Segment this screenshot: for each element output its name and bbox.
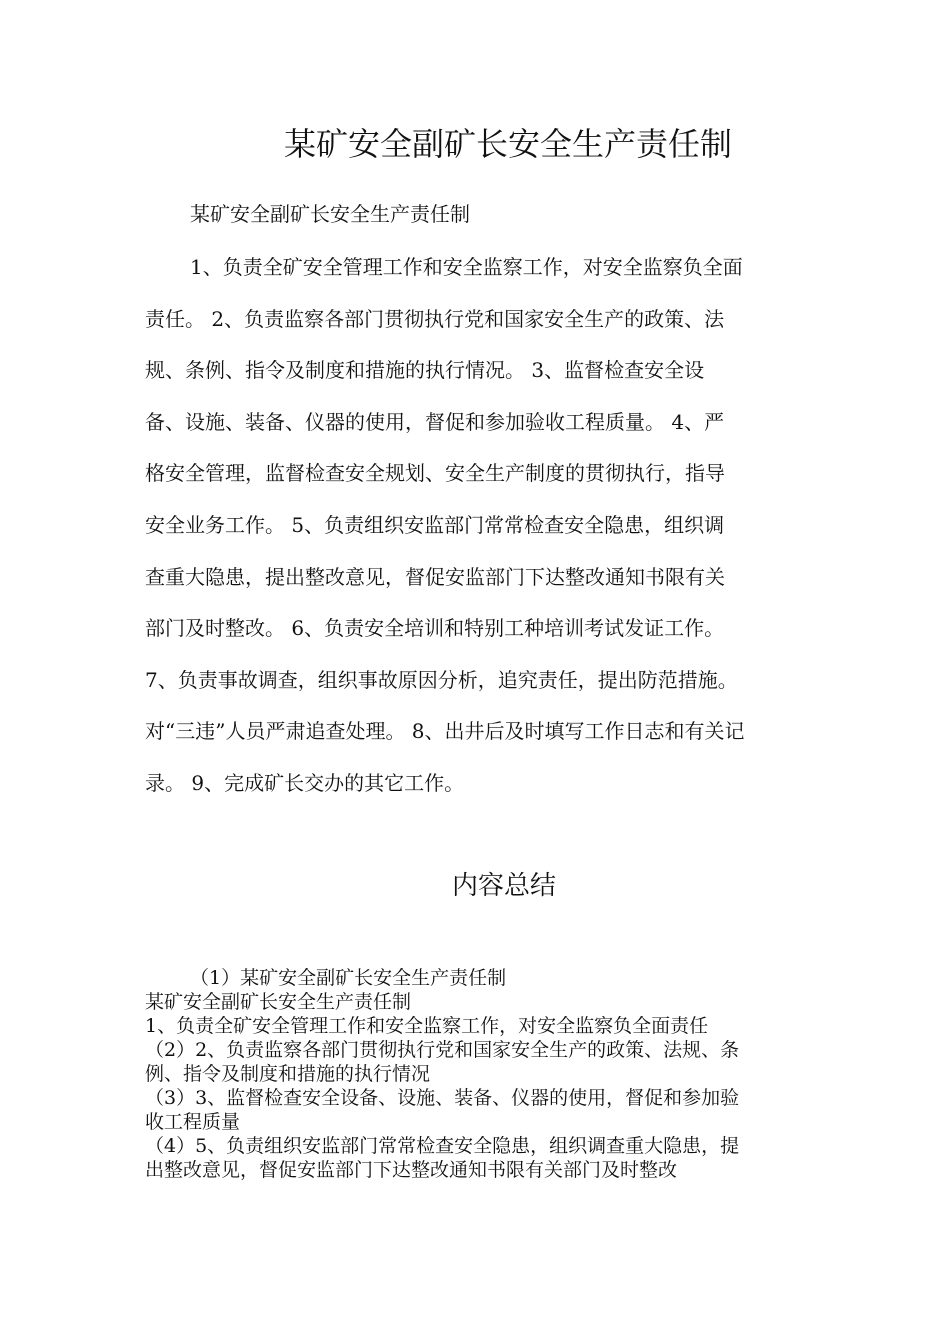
body-line: 规、条例、指令及制度和措施的执行情况。 3、监督检查安全设 <box>145 358 705 383</box>
summary-line: 收工程质量 <box>145 1111 241 1133</box>
body-line: 部门及时整改。 6、负责安全培训和特别工种培训考试发证工作。 <box>145 616 725 641</box>
summary-line: （3）3、监督检查安全设备、设施、装备、仪器的使用，督促和参加验 <box>145 1087 740 1109</box>
summary-line: 某矿安全副矿长安全生产责任制 <box>145 991 412 1013</box>
document-subtitle: 某矿安全副矿长安全生产责任制 <box>190 202 470 226</box>
summary-line: 例、指令及制度和措施的执行情况 <box>145 1063 431 1085</box>
body-line: 7、负责事故调查，组织事故原因分析，追究责任，提出防范措施。 <box>145 667 738 692</box>
summary-line: （2）2、负责监察各部门贯彻执行党和国家安全生产的政策、法规、条 <box>145 1039 740 1061</box>
document-body <box>145 242 811 810</box>
summary-section <box>145 966 805 1182</box>
summary-line: （1）某矿安全副矿长安全生产责任制 <box>190 967 507 989</box>
body-line: 格安全管理，监督检查安全规划、安全生产制度的贯彻执行，指导 <box>145 461 725 486</box>
body-line: 对“三违”人员严肃追查处理。 8、出井后及时填写工作日志和有关记 <box>145 719 745 744</box>
summary-line: 1、负责全矿安全管理工作和安全监察工作，对安全监察负全面责任 <box>145 1015 709 1037</box>
body-line: 录。 9、完成矿长交办的其它工作。 <box>145 770 465 795</box>
body-line: 备、设施、装备、仪器的使用，督促和参加验收工程质量。 4、严 <box>145 409 725 434</box>
body-line: 1、负责全矿安全管理工作和安全监察工作，对安全监察负全面 <box>190 255 743 279</box>
body-line: 安全业务工作。 5、负责组织安监部门常常检查安全隐患，组织调 <box>145 512 725 537</box>
summary-heading: 内容总结 <box>451 871 556 901</box>
summary-line: 出整改意见，督促安监部门下达整改通知书限有关部门及时整改 <box>145 1159 678 1181</box>
body-line: 查重大隐患，提出整改意见，督促安监部门下达整改通知书限有关 <box>145 564 725 589</box>
summary-line: （4）5、负责组织安监部门常常检查安全隐患，组织调查重大隐患，提 <box>145 1135 740 1157</box>
page-title: 某矿安全副矿长安全生产责任制 <box>283 125 732 163</box>
body-line: 责任。 2、负责监察各部门贯彻执行党和国家安全生产的政策、法 <box>145 306 725 331</box>
